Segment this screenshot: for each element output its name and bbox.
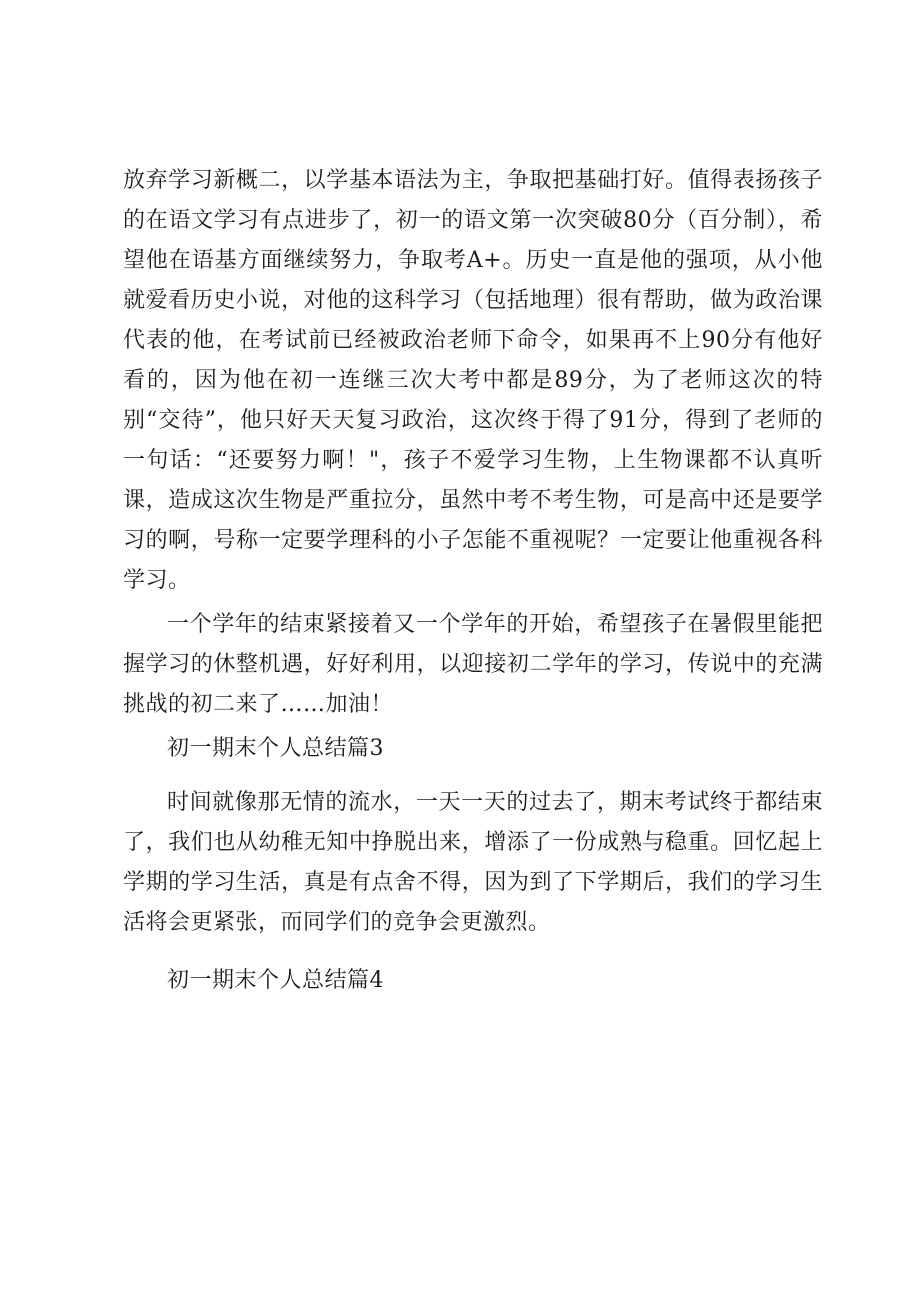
section-heading-4: 初一期末个人总结篇4 [167,968,384,993]
paragraph-study-progress: 放弃学习新概二，以学基本语法为主，争取把基础打好。值得表扬孩子的在语文学习有点进步了，初一的语文第一次突破80分（百分制），希望他在语基方面继续努力，争取考A+。历史一直是他的强项，从小他就爱看历史小说，对他的这科学习（包括地理）很有帮助，做为政治课代表的他，在考试前已经被政治老师下命令，如果再不上90分有他好看的，因为他在初一连继三次大考中都是89分，为了老师这次的特别“交待”，他只好天天复习政治，这次终于得了91分，得到了老师的一句话：“还要努力啊！"，孩子不爱学习生物，上生物课都不认真听课，造成这次生物是严重拉分，虽然中考不考生物，可是高中还是要学习的啊，号称一定要学理科的小子怎能不重视呢？一定要让他重视各科学习。 [123,168,823,593]
section-heading-3: 初一期末个人总结篇3 [167,736,384,761]
paragraph-time-flows: 时间就像那无情的流水，一天一天的过去了，期末考试终于都结束了，我们也从幼稚无知中挣脱出来，增添了一份成熟与稳重。回忆起上学期的学习生活，真是有点舍不得，因为到了下学期后，我们的学习生活将会更紧张，而同学们的竞争会更激烈。 [123,790,823,935]
document-body [123,161,823,1015]
paragraph-new-year: 一个学年的结束紧接着又一个学年的开始，希望孩子在暑假里能把握学习的休整机遇，好好利用，以迎接初二学年的学习，传说中的充满挑战的初二来了……加油！ [123,612,823,717]
